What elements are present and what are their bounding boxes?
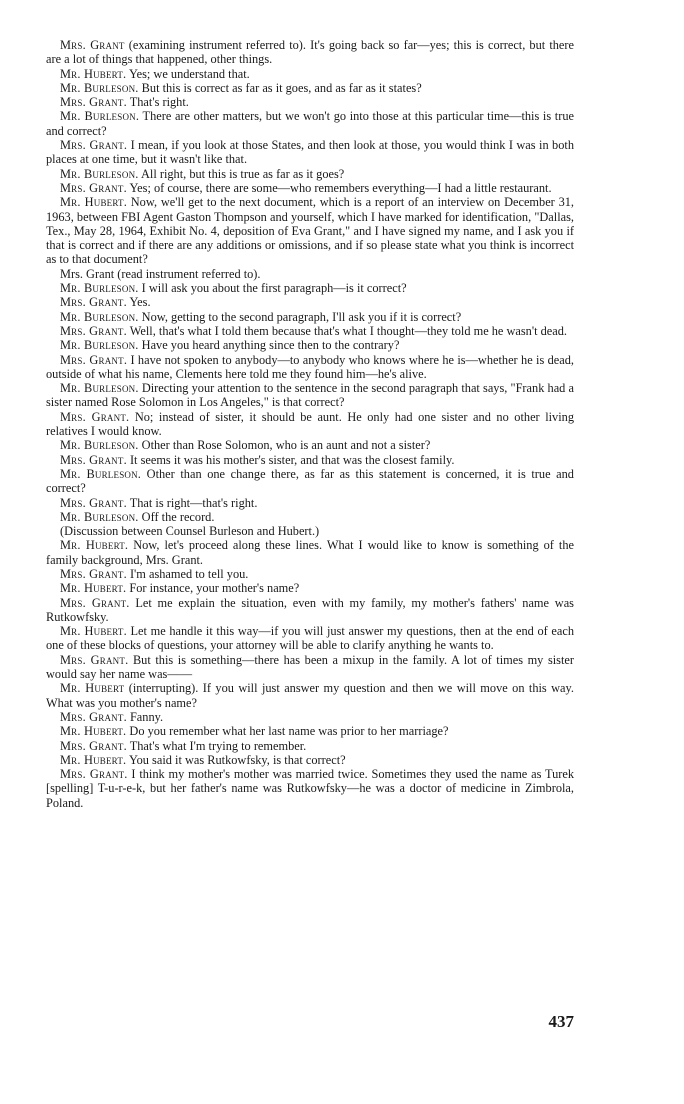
speaker-label: Mrs. Grant. [60, 767, 128, 782]
speaker-label: Mr. Hubert. [60, 752, 127, 767]
transcript-paragraph [46, 295, 574, 309]
speaker-label: Mr. Hubert. [60, 195, 127, 210]
speaker-label: Mr. Burleson. [60, 509, 139, 524]
speaker-label: Mrs. Grant. [60, 409, 130, 424]
speaker-label: Mr. Hubert. [60, 624, 127, 639]
statement-text: Other than one change there, as far as this statement is concerned, it is true and correct? [46, 466, 574, 496]
statement-text: Yes; of course, there are some—who remembers everything—I had a little restaurant. [126, 180, 552, 195]
transcript-paragraph [46, 453, 574, 467]
transcript-paragraph [46, 138, 574, 167]
transcript-paragraph [46, 739, 574, 753]
transcript-paragraph [46, 538, 574, 567]
transcript-paragraph [46, 410, 574, 439]
statement-text: (Discussion between Counsel Burleson and Hubert.) [60, 524, 320, 539]
statement-text: I think my mother's mother was married twice. Sometimes they used the name as Turek [spelling] T-u-r-e-k, but her father's name was Rutkowfsky—he was a doctor of medicine in Zimbrola, Poland. [46, 767, 575, 810]
transcript-paragraph [46, 81, 574, 95]
transcript-paragraph [46, 195, 574, 266]
transcript-paragraph [46, 167, 574, 181]
statement-text: But this is correct as far as it goes, and as far as it states? [138, 80, 422, 95]
speaker-label: Mr. Burleson. [60, 166, 139, 181]
transcript-paragraph [46, 767, 574, 810]
transcript-paragraph [46, 67, 574, 81]
statement-text: But this is something—there has been a mixup in the family. A lot of times my sister would say her name was—— [46, 652, 574, 682]
transcript-paragraph [46, 324, 574, 338]
statement-text: Do you remember what her last name was prior to her marriage? [126, 724, 449, 739]
page-number: 437 [548, 1012, 574, 1031]
statement-text: Other than Rose Solomon, who is an aunt and not a sister? [138, 438, 431, 453]
speaker-label: Mrs. Grant. [60, 138, 128, 153]
speaker-label: Mr. Burleson. [60, 338, 139, 353]
statement-text: Now, getting to the second paragraph, I'll ask you if it is correct? [138, 309, 462, 324]
statement-text: I'm ashamed to tell you. [126, 566, 249, 581]
statement-text: I will ask you about the first paragraph—is it correct? [138, 281, 407, 296]
statement-text: Off the record. [138, 509, 215, 524]
transcript-paragraph [46, 510, 574, 524]
statement-text: No; instead of sister, it should be aunt. He only had one sister and no other living relatives I would know. [46, 409, 574, 439]
statement-text: Let me handle it this way—if you will just answer my questions, then at the end of each one of these blocks of questions, your attorney will be able to clarify anything he wants to. [46, 624, 575, 653]
statement-text: Have you heard anything since then to the contrary? [138, 338, 400, 353]
speaker-label: Mr. Burleson. [60, 381, 139, 396]
statement-text: Well, that's what I told them because that's what I thought—they told me he wasn't dead. [126, 323, 567, 338]
transcript-paragraph [46, 653, 574, 682]
statement-text: Yes; we understand that. [126, 66, 250, 81]
speaker-label: Mr. Hubert [60, 681, 125, 696]
speaker-label: Mrs. Grant. [60, 452, 127, 467]
transcript-paragraph [46, 681, 574, 710]
statement-text: All right, but this is true as far as it goes? [138, 166, 345, 181]
statement-text: Yes. [126, 295, 151, 310]
speaker-label: Mrs. Grant. [60, 566, 127, 581]
transcript-paragraph [46, 338, 574, 352]
statement-text: I mean, if you look at those States, and then look at those, you would think I was in both places at one time, but it wasn't like that. [46, 138, 574, 167]
statement-text: Directing your attention to the sentence in the second paragraph that says, "Frank had a sister named Rose Solomon in Los Angeles," is that correct? [46, 381, 574, 410]
speaker-label: Mrs. Grant. [60, 95, 127, 110]
speaker-label: Mrs. Grant. [60, 738, 127, 753]
statement-text: Fanny. [126, 709, 164, 724]
speaker-label: Mr. Hubert. [60, 724, 127, 739]
speaker-label: Mr. Hubert. [60, 538, 129, 553]
speaker-label: Mrs. Grant. [60, 595, 130, 610]
statement-text: Mrs. Grant (read instrument referred to). [60, 266, 261, 281]
speaker-label: Mrs. Grant. [60, 352, 128, 367]
transcript-paragraph [46, 567, 574, 581]
speaker-label: Mr. Burleson. [60, 80, 139, 95]
speaker-label: Mr. Hubert. [60, 66, 127, 81]
transcript-paragraph [46, 467, 574, 496]
speaker-label: Mrs. Grant. [60, 180, 127, 195]
transcript-paragraph [46, 596, 574, 625]
statement-text: There are other matters, but we won't go into those at this particular time—this is true and correct? [46, 109, 574, 138]
statement-text: (examining instrument referred to). It's going back so far—yes; this is correct, but there are a lot of things that happened, other things. [46, 38, 575, 67]
statement-text: Let me explain the situation, even with my family, my mother's fathers' name was Rutkowfsky. [46, 595, 574, 624]
transcript-paragraph [46, 38, 574, 67]
statement-text: That's what I'm trying to remember. [126, 738, 307, 753]
speaker-label: Mr. Burleson. [60, 109, 140, 124]
transcript-paragraph [46, 524, 574, 538]
statement-text: For instance, your mother's name? [126, 581, 300, 596]
speaker-label: Mr. Burleson. [60, 309, 139, 324]
transcript-paragraph [46, 281, 574, 295]
speaker-label: Mrs. Grant. [60, 709, 127, 724]
transcript-paragraph [46, 310, 574, 324]
speaker-label: Mrs. Grant. [60, 495, 127, 510]
speaker-label: Mr. Burleson. [60, 466, 142, 481]
transcript-paragraph [46, 624, 574, 653]
statement-text: It seems it was his mother's sister, and that was the closest family. [126, 452, 455, 467]
statement-text: That is right—that's right. [126, 495, 258, 510]
transcript-paragraph [46, 710, 574, 724]
statement-text: (interrupting). If you will just answer my question and then we will move on this way. What was you mother's name? [46, 681, 574, 710]
statement-text: That's right. [126, 95, 189, 110]
transcript-paragraph [46, 496, 574, 510]
transcript-paragraph [46, 181, 574, 195]
statement-text: You said it was Rutkowfsky, is that correct? [126, 752, 346, 767]
transcript-paragraph [46, 95, 574, 109]
transcript-paragraph [46, 438, 574, 452]
statement-text: Now, let's proceed along these lines. What I would like to know is something of the family background, Mrs. Grant. [46, 538, 574, 567]
transcript-paragraph [46, 381, 574, 410]
transcript-paragraph [46, 267, 574, 281]
transcript-paragraph [46, 753, 574, 767]
speaker-label: Mrs. Grant [60, 38, 125, 52]
speaker-label: Mr. Burleson. [60, 438, 139, 453]
transcript-paragraph [46, 581, 574, 595]
transcript-paragraph [46, 353, 574, 382]
statement-text: I have not spoken to anybody—to anybody who knows where he is—whether he is dead, outside of what his name, Clements here told me they found him—he's alive. [46, 352, 574, 381]
speaker-label: Mr. Hubert. [60, 581, 127, 596]
speaker-label: Mrs. Grant. [60, 652, 129, 667]
speaker-label: Mr. Burleson. [60, 281, 139, 296]
speaker-label: Mrs. Grant. [60, 295, 127, 310]
transcript-paragraph [46, 109, 574, 138]
transcript-paragraph [46, 724, 574, 738]
statement-text: Now, we'll get to the next document, which is a report of an interview on December 31, 1963, between FBI Agent Gaston Thompson and yourself, which I have marked for identification, "Dallas, Tex., May 28, 1964, Exhibit No. 4, deposition of Eva Grant," and I have signed my name, and I ask you if that is correct and if there are any additions or omissions, and if so please state what you think is incorrect as to that document? [46, 195, 574, 267]
speaker-label: Mrs. Grant. [60, 323, 127, 338]
transcript-body [46, 38, 574, 810]
